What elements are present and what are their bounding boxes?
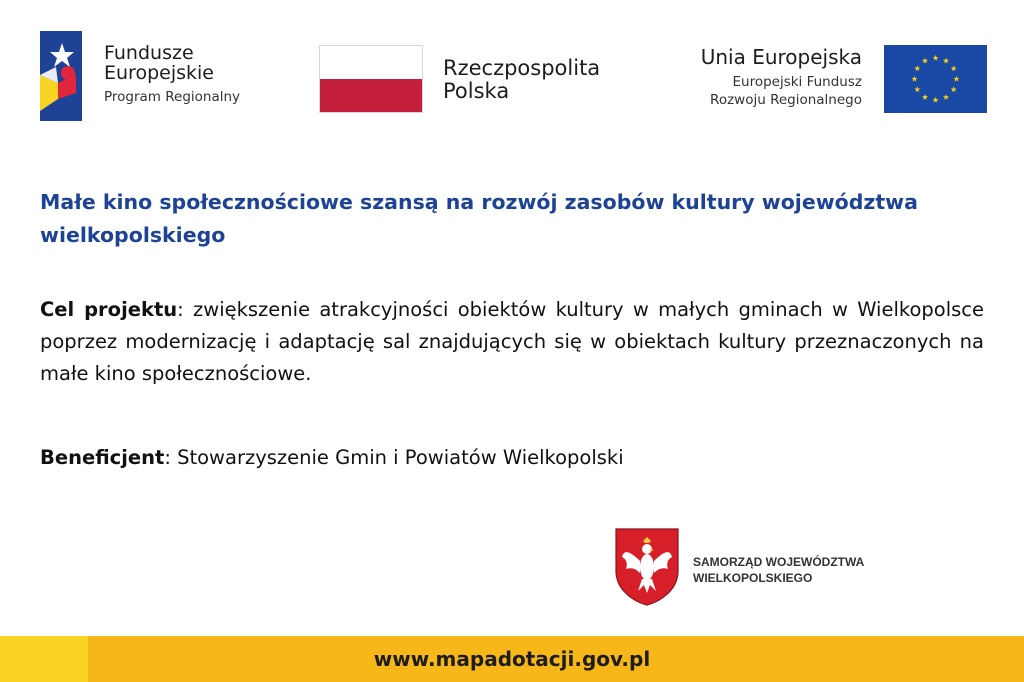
unia-europejska-text: [660, 45, 862, 109]
samorzad-text: [693, 555, 864, 587]
ue-line1: Unia Europejska: [700, 45, 862, 69]
fundusze-europejskie-text: [104, 44, 240, 104]
beneficiary: [40, 442, 984, 473]
rp-line1: Rzeczpospolita: [443, 56, 601, 80]
fundusze-europejskie-logo-icon: [36, 31, 86, 121]
project-goal-label: Cel projektu: [40, 298, 178, 321]
beneficiary-text: : Stowarzyszenie Gmin i Powiatów Wielkopolski: [164, 446, 624, 469]
samorzad-line1: SAMORZĄD WOJEWÓDZTWA: [693, 555, 865, 569]
polish-flag-icon: [319, 45, 423, 113]
ue-line3: Rozwoju Regionalnego: [710, 92, 862, 109]
footer-url-link[interactable]: www.mapadotacji.gov.pl: [373, 647, 651, 671]
rzeczpospolita-text: [443, 57, 600, 103]
samorzad-line2: WIELKOPOLSKIEGO: [693, 570, 813, 585]
fe-line3: Program Regionalny: [104, 88, 241, 105]
ue-line2: Europejski Fundusz: [732, 74, 862, 90]
wielkopolska-eagle-crest-icon: [614, 527, 680, 607]
page-title: Małe kino społecznościowe szansą na rozwój zasobów kultury województwa wielkopolskiego: [40, 190, 918, 247]
eu-flag-icon: [884, 45, 987, 113]
project-goal-text: : zwiększenie atrakcyjności obiektów kultury w małych gminach w Wielkopolsce poprzez modernizację i adaptację sal znajdujących się w obiektach kultury przeznaczonych na małe kino społecznościowe.: [40, 298, 985, 385]
fe-line2: Europejskie: [104, 61, 214, 84]
beneficiary-label: Beneficjent: [40, 446, 165, 469]
fe-line1: Fundusze: [104, 42, 194, 64]
project-goal: [40, 294, 984, 389]
rp-line2: Polska: [443, 79, 510, 104]
